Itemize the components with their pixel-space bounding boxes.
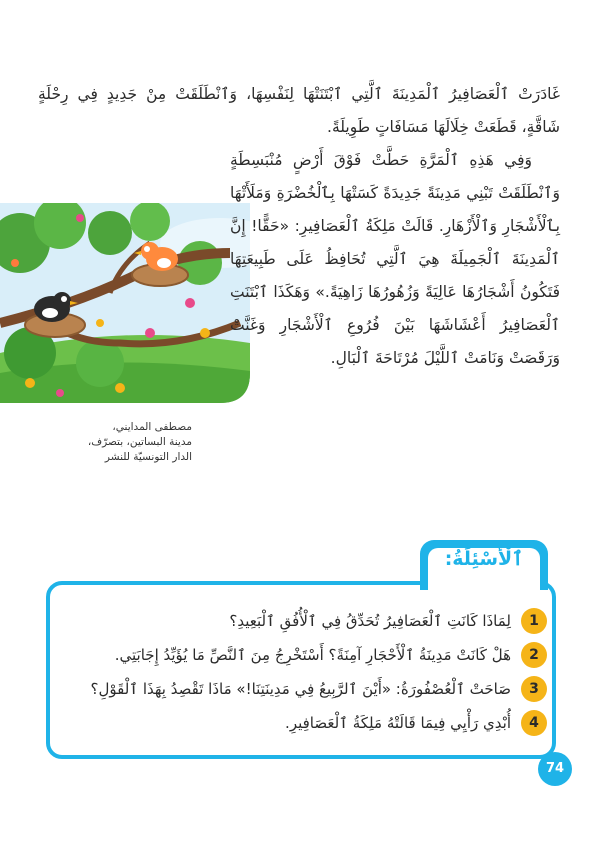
illustration-space <box>0 146 218 346</box>
question-item <box>57 607 547 641</box>
question-number-badge: 2 <box>521 642 547 668</box>
question-text: هَلْ كَانَتْ مَدِينَةُ ٱلْأَحْجَارِ آمِنَةً؟ أَسْتَخْرِجُ مِنَ ٱلنَّصِّ مَا يُؤَيِّدُ إِجَابَتِي. <box>114 646 511 664</box>
questions-title: ٱلْأَسْئِلَةُ: <box>444 548 524 570</box>
question-text: صَاحَتْ ٱلْعُصْفُورَةُ: «أَيْنَ ٱلرَّبِيعُ فِي مَدِينَتِنَا!» مَاذَا تَقْصِدُ بِهَذَا ٱلْقَوْلِ؟ <box>90 680 511 698</box>
source-author: مصطفى المدايني، <box>112 421 192 433</box>
question-text: أُبْدِي رَأْيِي فِيمَا قَالَتْهُ مَلِكَةُ ٱلْعَصَافِيرِ. <box>285 714 511 732</box>
story-text <box>38 78 560 375</box>
source-citation <box>62 420 192 465</box>
question-item <box>57 641 547 675</box>
question-number-badge: 4 <box>521 710 547 736</box>
story-paragraph-1: غَادَرَتْ ٱلْعَصَافِيرُ ٱلْمَدِينَةَ ٱلَّتِي ٱبْتَنَتْهَا لِنَفْسِهَا، وَٱنْطَلَقَتْ مِنْ جَدِيدٍ فِي رِحْلَةٍ شَاقَّةٍ، قَطَعَتْ خِلَالَهَا مَسَافَاتٍ طَوِيلَةً. <box>38 85 560 136</box>
question-number-badge: 3 <box>521 676 547 702</box>
question-text: لِمَاذَا كَانَتِ ٱلْعَصَافِيرُ تُحَدِّقُ فِي ٱلْأُفُقِ ٱلْبَعِيدِ؟ <box>229 612 511 630</box>
question-item <box>57 675 547 709</box>
source-publisher: الدار التونسيّة للنشر <box>104 451 192 463</box>
source-book: مدينة البساتين، بتصرّف، <box>87 436 192 448</box>
question-item <box>57 709 547 743</box>
questions-list <box>57 607 547 743</box>
page-number: 74 <box>538 752 572 786</box>
question-number-badge: 1 <box>521 608 547 634</box>
questions-tab <box>420 540 548 590</box>
story-paragraph-2: وَفِي هَذِهِ ٱلْمَرَّةِ حَطَّتْ فَوْقَ أَرْضٍ مُنْبَسِطَةٍ وَٱنْطَلَقَتْ تَبْنِي مَدِينَةً جَدِيدَةً كَسَتْهَا بِٱلْخُضْرَةِ وَمَلَأَتْهَا بِٱلْأَشْجَارِ وَٱلْأَزْهَارِ. قَالَتْ مَلِكَةُ ٱلْعَصَافِيرِ: «حَقًّا! إِنَّ ٱلْمَدِينَةَ ٱلْجَمِيلَةَ هِيَ ٱلَّتِي تُحَافِظُ عَلَى طَبِيعَتِهَا فَتَكُونُ أَشْجَارُهَا عَالِيَةً وَزُهُورُهَا زَاهِيَةً.» وَهَكَذَا ٱبْتَنَتِ ٱلْعَصَافِيرُ أَعْشَاشَهَا بَيْنَ فُرُوعِ ٱلْأَشْجَارِ وَغَنَّتْ وَرَقَصَتْ وَنَامَتْ ٱللَّيْلَ مُرْتَاحَةَ ٱلْبَالِ. <box>230 151 560 367</box>
